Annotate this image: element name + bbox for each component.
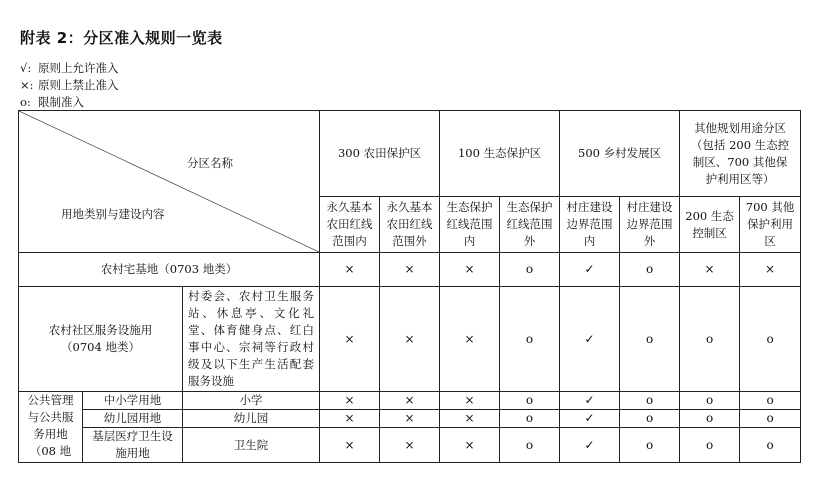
rule-mark: × xyxy=(320,287,380,392)
subzone-header: 生态保护红线范围内 xyxy=(440,197,500,253)
rule-mark: o xyxy=(740,287,801,392)
rule-mark: o xyxy=(500,287,560,392)
rule-mark: o xyxy=(620,392,680,410)
rule-mark: o xyxy=(500,253,560,287)
row-content-community: 村委会、农村卫生服务站、休息亭、文化礼堂、体育健身点、红白事中心、宗祠等行政村级及以下生产生活配套服务设施 xyxy=(183,287,320,392)
zone-header-ecology: 100 生态保护区 xyxy=(440,111,560,197)
rule-mark: × xyxy=(320,428,380,463)
rule-mark: ✓ xyxy=(560,410,620,428)
row-content: 幼儿园 xyxy=(183,410,320,428)
rule-mark: o xyxy=(680,287,740,392)
subzone-header: 200 生态控制区 xyxy=(680,197,740,253)
subzone-header: 村庄建设边界范围内 xyxy=(560,197,620,253)
legend-item-limit: o: 限制准入 xyxy=(20,95,84,109)
row-content: 小学 xyxy=(183,392,320,410)
rule-mark: o xyxy=(500,410,560,428)
subzone-header: 永久基本农田红线范围外 xyxy=(380,197,440,253)
circle-symbol: o: xyxy=(20,95,31,109)
rule-mark: o xyxy=(680,428,740,463)
diagonal-header-cell xyxy=(19,111,320,253)
diagonal-line xyxy=(19,111,319,252)
rule-mark: × xyxy=(440,410,500,428)
rule-mark: o xyxy=(620,287,680,392)
cross-symbol: ×: xyxy=(20,78,34,92)
subzone-header: 700 其他保护利用区 xyxy=(740,197,801,253)
table-row xyxy=(19,428,801,463)
rule-mark: ✓ xyxy=(560,392,620,410)
zone-name-label: 分区名称 xyxy=(187,156,234,170)
rule-mark: × xyxy=(740,253,801,287)
rule-mark: × xyxy=(440,253,500,287)
table-row xyxy=(19,253,801,287)
rule-mark: o xyxy=(740,428,801,463)
rule-mark: o xyxy=(740,392,801,410)
rule-mark: × xyxy=(380,392,440,410)
rule-mark: o xyxy=(680,392,740,410)
check-symbol: √: xyxy=(20,61,32,75)
land-type-label: 用地类别与建设内容 xyxy=(61,207,165,221)
rule-mark: × xyxy=(440,392,500,410)
rule-mark: o xyxy=(620,253,680,287)
rule-mark: ✓ xyxy=(560,428,620,463)
rule-mark: × xyxy=(320,253,380,287)
rule-mark: × xyxy=(380,410,440,428)
rule-mark: × xyxy=(320,410,380,428)
zone-header-rural: 500 乡村发展区 xyxy=(560,111,680,197)
rule-mark: × xyxy=(380,287,440,392)
subzone-header: 生态保护红线范围外 xyxy=(500,197,560,253)
zoning-rules-table xyxy=(18,110,801,463)
zone-header-farmland: 300 农田保护区 xyxy=(320,111,440,197)
row-label-community: 农村社区服务设施用（0704 地类） xyxy=(19,287,183,392)
legend xyxy=(20,60,119,111)
row-label-homestead: 农村宅基地（0703 地类） xyxy=(19,253,320,287)
subzone-header: 村庄建设边界范围外 xyxy=(620,197,680,253)
rule-mark: ✓ xyxy=(560,287,620,392)
rule-mark: o xyxy=(620,428,680,463)
table-row xyxy=(19,410,801,428)
rule-mark: o xyxy=(680,410,740,428)
rule-mark: × xyxy=(380,428,440,463)
rule-mark: ✓ xyxy=(560,253,620,287)
rule-mark: × xyxy=(320,392,380,410)
sub-label: 基层医疗卫生设施用地 xyxy=(83,428,183,463)
rule-mark: o xyxy=(740,410,801,428)
table-row xyxy=(19,287,801,392)
group-label-public: 公共管理与公共服务用地（08 地 xyxy=(19,392,83,463)
rule-mark: × xyxy=(440,287,500,392)
rule-mark: × xyxy=(680,253,740,287)
legend-item-allow: √: 原则上允许准入 xyxy=(20,61,119,75)
legend-item-forbid: ×: 原则上禁止准入 xyxy=(20,78,119,92)
sub-label: 幼儿园用地 xyxy=(83,410,183,428)
sub-label: 中小学用地 xyxy=(83,392,183,410)
rule-mark: × xyxy=(440,428,500,463)
zone-header-other: 其他规划用途分区（包括 200 生态控制区、700 其他保护利用区等） xyxy=(680,111,801,197)
rule-mark: o xyxy=(620,410,680,428)
page-title: 附表 2：分区准入规则一览表 xyxy=(20,29,223,47)
table-row xyxy=(19,392,801,410)
row-content: 卫生院 xyxy=(183,428,320,463)
rule-mark: o xyxy=(500,392,560,410)
rule-mark: × xyxy=(380,253,440,287)
subzone-header: 永久基本农田红线范围内 xyxy=(320,197,380,253)
rule-mark: o xyxy=(500,428,560,463)
